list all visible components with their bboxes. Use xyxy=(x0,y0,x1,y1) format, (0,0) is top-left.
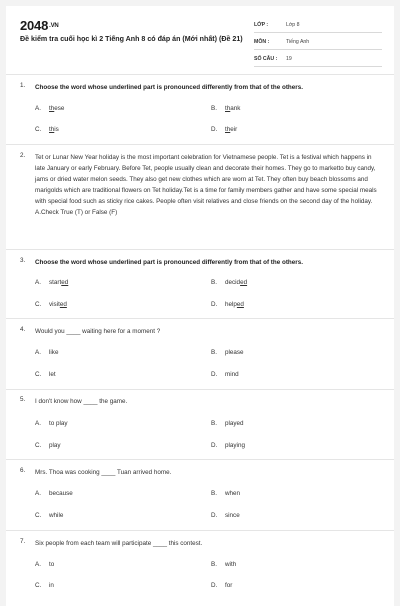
option-rest: ank xyxy=(230,105,241,112)
option-text: because xyxy=(49,490,73,497)
underlined-part: ed xyxy=(236,301,244,308)
logo-main: 2048 xyxy=(20,18,49,33)
option-stem: visit xyxy=(49,301,60,308)
option-a[interactable] xyxy=(35,490,73,497)
option-d[interactable] xyxy=(211,512,240,519)
option-stem: help xyxy=(225,301,237,308)
underlined-part: ed xyxy=(59,301,67,308)
option-c[interactable] xyxy=(35,582,54,589)
option-d[interactable] xyxy=(211,301,244,308)
option-text: please xyxy=(225,349,244,356)
option-letter: B. xyxy=(211,561,217,568)
option-letter: A. xyxy=(35,561,41,568)
option-text: like xyxy=(49,349,59,356)
option-letter: D. xyxy=(211,442,218,449)
option-text: with xyxy=(225,561,237,568)
meta-value: 19 xyxy=(286,56,292,62)
question-number: 3. xyxy=(20,257,26,264)
option-letter: C. xyxy=(35,582,42,589)
meta-value: Lớp 8 xyxy=(286,22,300,28)
option-d[interactable] xyxy=(211,126,237,133)
option-text: since xyxy=(225,512,240,519)
option-letter: C. xyxy=(35,371,42,378)
question-2 xyxy=(20,152,382,242)
meta-row-subject xyxy=(254,33,382,50)
option-letter: B. xyxy=(211,490,217,497)
document-header xyxy=(6,6,394,68)
divider xyxy=(6,530,394,531)
option-c[interactable] xyxy=(35,126,59,133)
option-a[interactable] xyxy=(35,420,68,427)
divider xyxy=(6,389,394,390)
underlined-part: th xyxy=(225,105,231,112)
option-letter: D. xyxy=(211,371,218,378)
option-letter: D. xyxy=(211,301,218,308)
option-text: to xyxy=(49,561,55,568)
option-letter: C. xyxy=(35,512,42,519)
option-d[interactable] xyxy=(211,371,239,378)
option-a[interactable] xyxy=(35,105,64,112)
option-b[interactable] xyxy=(211,279,247,286)
question-text: I don't know how ____ the game. xyxy=(35,398,128,405)
option-d[interactable] xyxy=(211,442,245,449)
option-stem: decid xyxy=(225,279,241,286)
option-d[interactable] xyxy=(211,582,232,589)
option-letter: D. xyxy=(211,126,218,133)
question-text: Tet or Lunar New Year holiday is the most important celebration for Vietnamese people. Tet is a festival which happens in late January or early February. Before Tet, people usually clean and decorate their homes. They go to marketto buy candy, jams or dried water melon seeds. They also get new clothes which are worn at Tet. They often buy beach blossoms and marigolds which are traditional flowers on Tet holiday.Tet is a time for family members gather and have some special meals with special food such as sticky rice cakes. People often visit relatives and close friends on the second day of the holiday. A.Check True (T) or False (F) xyxy=(35,154,377,216)
meta-value: Tiếng Anh xyxy=(286,39,310,45)
divider xyxy=(6,144,394,145)
question-number: 5. xyxy=(20,396,26,403)
option-letter: D. xyxy=(211,512,218,519)
divider xyxy=(6,249,394,250)
option-text: playing xyxy=(225,442,245,449)
option-rest: is xyxy=(54,126,59,133)
option-rest: eir xyxy=(230,126,238,133)
option-c[interactable] xyxy=(35,442,61,449)
option-letter: B. xyxy=(211,420,217,427)
option-text: to play xyxy=(49,420,68,427)
option-letter: A. xyxy=(35,349,41,356)
underlined-part: th xyxy=(49,126,55,133)
option-letter: A. xyxy=(35,420,41,427)
site-logo[interactable] xyxy=(20,18,59,33)
option-a[interactable] xyxy=(35,279,68,286)
option-letter: B. xyxy=(211,349,217,356)
option-text: for xyxy=(225,582,233,589)
option-c[interactable] xyxy=(35,371,56,378)
question-text: Mrs. Thoa was cooking ____ Tuan arrived home. xyxy=(35,469,172,476)
question-text: Six people from each team will participate ____ this contest. xyxy=(35,540,203,547)
document-page xyxy=(6,6,394,606)
question-number: 4. xyxy=(20,326,26,333)
question-text: Would you ____ waiting here for a moment ? xyxy=(35,328,161,335)
option-letter: C. xyxy=(35,126,42,133)
option-text: played xyxy=(225,420,244,427)
option-text: let xyxy=(49,371,56,378)
divider xyxy=(6,318,394,319)
underlined-part: ed xyxy=(61,279,69,286)
option-letter: D. xyxy=(211,582,218,589)
meta-label: SỐ CÂU : xyxy=(254,56,278,62)
question-number: 2. xyxy=(20,152,26,159)
underlined-part: ed xyxy=(240,279,248,286)
option-b[interactable] xyxy=(211,490,240,497)
underlined-part: th xyxy=(225,126,231,133)
option-c[interactable] xyxy=(35,512,63,519)
question-number: 6. xyxy=(20,467,26,474)
option-b[interactable] xyxy=(211,349,244,356)
option-stem: start xyxy=(49,279,62,286)
option-text: mind xyxy=(225,371,239,378)
option-letter: A. xyxy=(35,279,41,286)
divider xyxy=(6,459,394,460)
meta-row-class xyxy=(254,16,382,33)
option-b[interactable] xyxy=(211,105,240,112)
question-number: 7. xyxy=(20,538,26,545)
option-c[interactable] xyxy=(35,301,67,308)
document-title: Đề kiểm tra cuối học kì 2 Tiếng Anh 8 có đáp án (Mới nhất) (Đề 21) xyxy=(20,35,243,43)
option-b[interactable] xyxy=(211,420,244,427)
option-letter: C. xyxy=(35,301,42,308)
meta-row-count xyxy=(254,50,382,67)
option-letter: B. xyxy=(211,279,217,286)
question-text: Choose the word whose underlined part is pronounced differently from that of the others. xyxy=(35,259,303,266)
option-text: in xyxy=(49,582,54,589)
meta-label: MÔN : xyxy=(254,39,270,45)
option-text: while xyxy=(49,512,64,519)
question-text: Choose the word whose underlined part is pronounced differently from that of the others. xyxy=(35,84,303,91)
option-letter: A. xyxy=(35,490,41,497)
option-text: when xyxy=(225,490,241,497)
logo-suffix: .VN xyxy=(49,23,59,29)
meta-label: LỚP : xyxy=(254,22,269,28)
option-text: play xyxy=(49,442,61,449)
underlined-part: th xyxy=(49,105,55,112)
option-rest: ese xyxy=(54,105,65,112)
metadata-box xyxy=(254,16,382,67)
divider xyxy=(6,74,394,75)
option-letter: C. xyxy=(35,442,42,449)
option-letter: A. xyxy=(35,105,41,112)
question-number: 1. xyxy=(20,82,26,89)
option-a[interactable] xyxy=(35,349,58,356)
option-a[interactable] xyxy=(35,561,54,568)
option-letter: B. xyxy=(211,105,217,112)
option-b[interactable] xyxy=(211,561,236,568)
